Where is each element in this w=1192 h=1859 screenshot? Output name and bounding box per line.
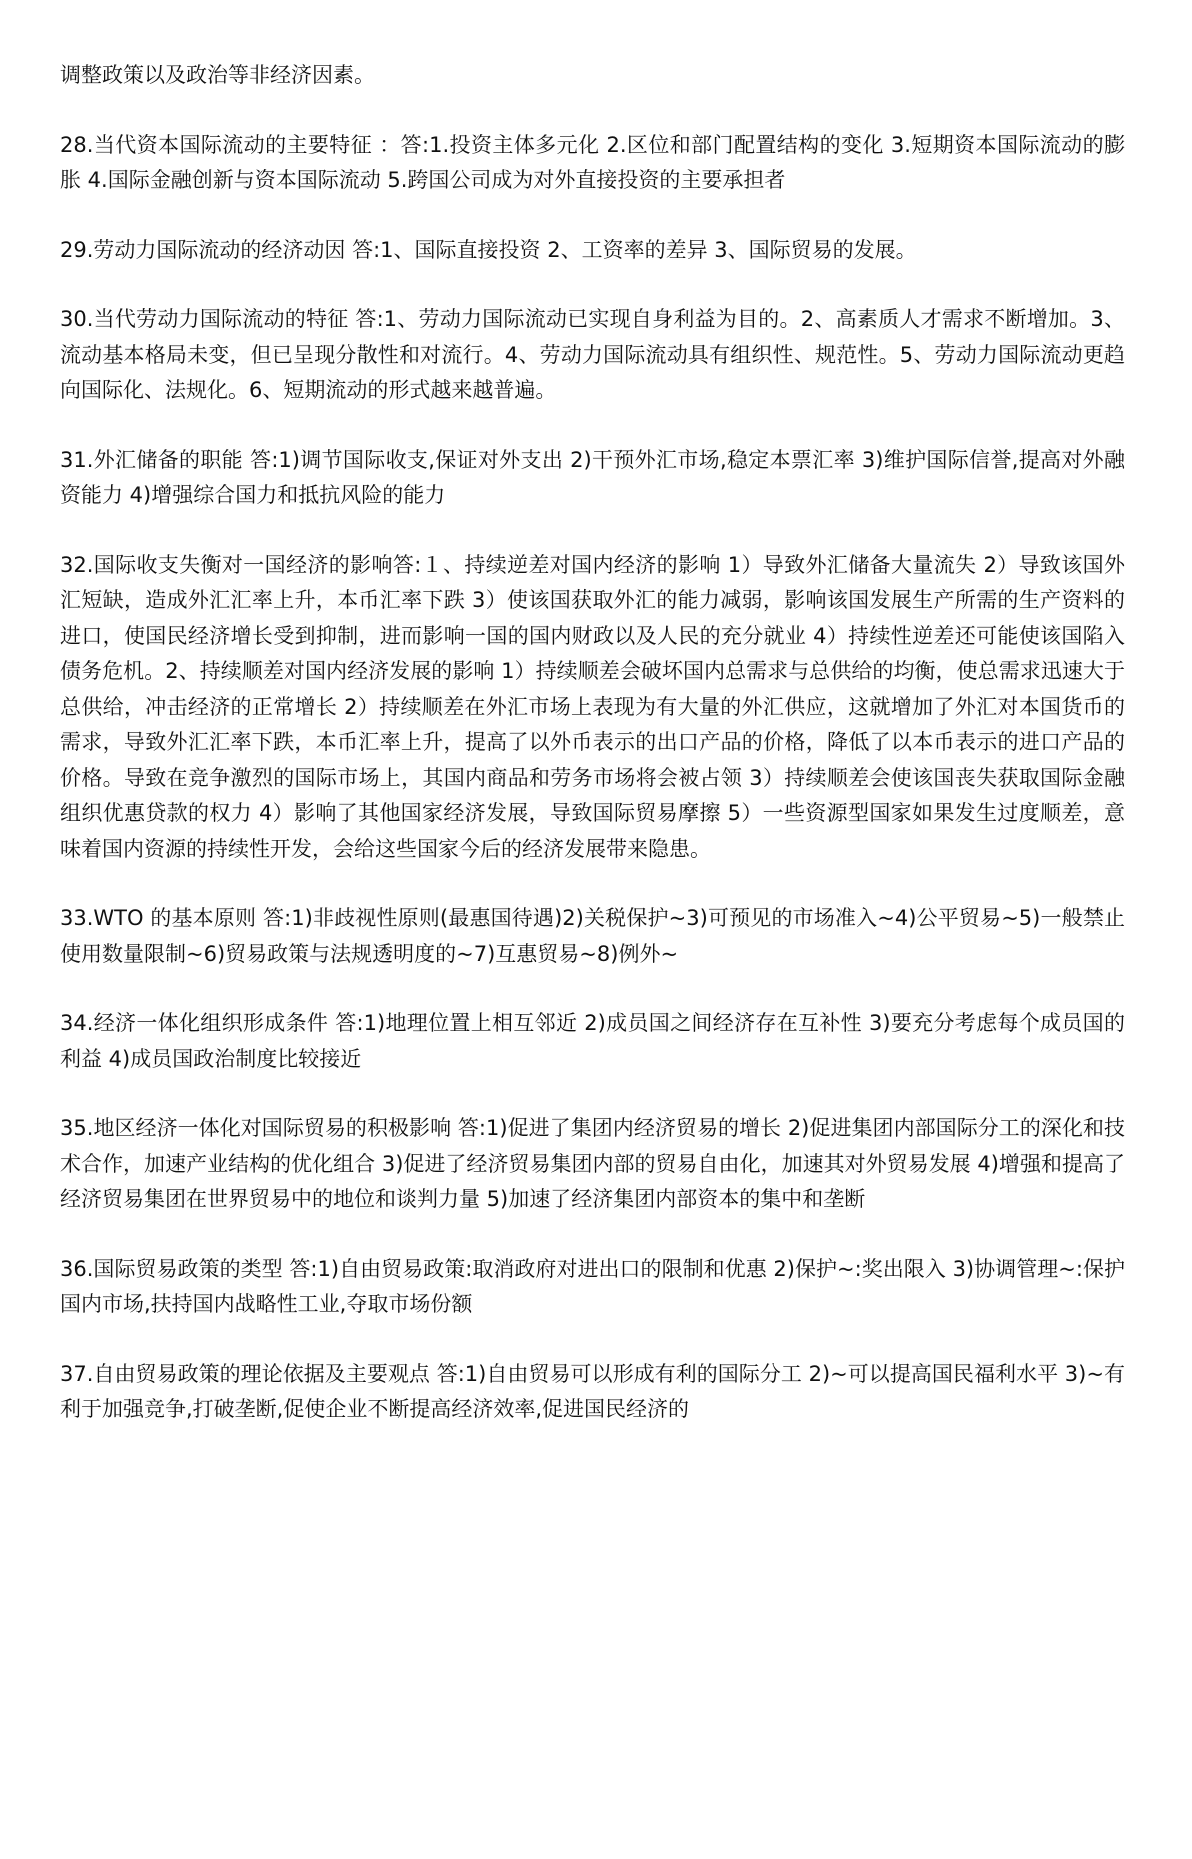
item-number: 36. <box>60 1256 94 1281</box>
item-answer: 答:1)地理位置上相互邻近 2)成员国之间经济存在互补性 3)要充分考虑每个成员国的利益 4)成员国政治制度比较接近 <box>60 1011 1125 1071</box>
qa-item-37 <box>60 1357 1125 1428</box>
item-number: 32. <box>60 552 94 577</box>
item-question: 经济一体化组织形成条件 <box>93 1011 336 1035</box>
item-answer: 答:1)非歧视性原则(最惠国待遇)2)关税保护~3)可预见的市场准入~4)公平贸易~5)一般禁止使用数量限制~6)贸易政策与法规透明度的~7)互惠贸易~8)例外~ <box>60 906 1125 966</box>
item-number: 30. <box>60 307 94 331</box>
qa-item-29 <box>60 233 1125 269</box>
item-number: 28. <box>60 132 94 157</box>
qa-item-30 <box>60 302 1125 409</box>
item-answer: 答:1)自由贸易政策:取消政府对进出口的限制和优惠 2)保护~:奖出限入 3)协调管理~:保护国内市场,扶持国内战略性工业,夺取市场份额 <box>60 1256 1125 1316</box>
item-question: 地区经济一体化对国际贸易的积极影响 <box>93 1116 458 1140</box>
item-number: 35. <box>60 1116 94 1140</box>
item-number: 37. <box>60 1361 94 1386</box>
document-page <box>60 58 1125 1462</box>
item-number: 31. <box>60 447 94 472</box>
item-question: WTO 的基本原则 <box>93 906 264 930</box>
item-number: 29. <box>60 237 94 262</box>
item-question: 外汇储备的职能 <box>93 447 250 472</box>
item-question: 劳动力国际流动的经济动因 <box>93 237 353 262</box>
item-answer: 答:1)调节国际收支,保证对外支出 2)干预外汇市场,稳定本票汇率 3)维护国际信誉,提高对外融资能力 4)增强综合国力和抵抗风险的能力 <box>60 447 1125 507</box>
item-answer: 答:1、国际直接投资 2、工资率的差异 3、国际贸易的发展。 <box>352 237 917 262</box>
qa-item-28 <box>60 128 1125 199</box>
item-answer: 答:1)自由贸易可以形成有利的国际分工 2)~可以提高国民福利水平 3)~有利于加强竞争,打破垄断,促使企业不断提高经济效率,促进国民经济的 <box>60 1361 1125 1421</box>
item-answer: 答:1、劳动力国际流动已实现自身利益为目的。2、高素质人才需求不断增加。3、流动基本格局未变，但已呈现分散性和对流行。4、劳动力国际流动具有组织性、规范性。5、劳动力国际流动更趋向国际化、法规化。6、短期流动的形式越来越普遍。 <box>60 307 1125 402</box>
item-question: 自由贸易政策的理论依据及主要观点 <box>93 1361 437 1386</box>
qa-item-36 <box>60 1252 1125 1323</box>
item-question: 当代资本国际流动的主要特征 <box>93 132 380 157</box>
item-answer: ：答:1.投资主体多元化 2.区位和部门配置结构的变化 3.短期资本国际流动的膨胀 4.国际金融创新与资本国际流动 5.跨国公司成为对外直接投资的主要承担者 <box>60 132 1125 192</box>
item-question: 国际贸易政策的类型 <box>93 1256 290 1281</box>
item-answer: 答:1)促进了集团内经济贸易的增长 2)促进集团内部国际分工的深化和技术合作，加速产业结构的优化组合 3)促进了经济贸易集团内部的贸易自由化，加速其对外贸易发展 4)增强和提高了经济贸易集团在世界贸易中的地位和谈判力量 5)加速了经济集团内部资本的集中和垄断 <box>60 1116 1125 1211</box>
item-question: 国际收支失衡对一国经济的影响 <box>93 552 393 577</box>
item-answer: 答:１、持续逆差对国内经济的影响 1）导致外汇储备大量流失 2）导致该国外汇短缺，造成外汇汇率上升，本币汇率下跌 3）使该国获取外汇的能力减弱，影响该国发展生产所需的生产资料的进口，使国民经济增长受到抑制，进而影响一国的国内财政以及人民的充分就业 4）持续性逆差还可能使该国陷入债务危机。2、持续顺差对国内经济发展的影响 1）持续顺差会破坏国内总需求与总供给的均衡，使总需求迅速大于总供给，冲击经济的正常增长 2）持续顺差在外汇市场上表现为有大量的外汇供应，这就增加了外汇对本国货币的需求，导致外汇汇率下跌，本币汇率上升，提高了以外币表示的出口产品的价格，降低了以本币表示的进口产品的价格。导致在竞争激烈的国际市场上，其国内商品和劳务市场将会被占领 3）持续顺差会使该国丧失获取国际金融组织优惠贷款的权力 4）影响了其他国家经济发展，导致国际贸易摩擦 5）一些资源型国家如果发生过度顺差，意味着国内资源的持续性开发，会给这些国家今后的经济发展带来隐患。 <box>60 552 1125 861</box>
qa-item-34 <box>60 1006 1125 1077</box>
qa-item-31 <box>60 443 1125 514</box>
item-number: 33. <box>60 906 94 930</box>
item-number: 34. <box>60 1011 94 1035</box>
qa-item-32 <box>60 548 1125 868</box>
qa-item-35 <box>60 1111 1125 1218</box>
item-question: 当代劳动力国际流动的特征 <box>93 307 356 331</box>
intro-paragraph: 调整政策以及政治等非经济因素。 <box>60 63 375 87</box>
qa-item-33 <box>60 901 1125 972</box>
